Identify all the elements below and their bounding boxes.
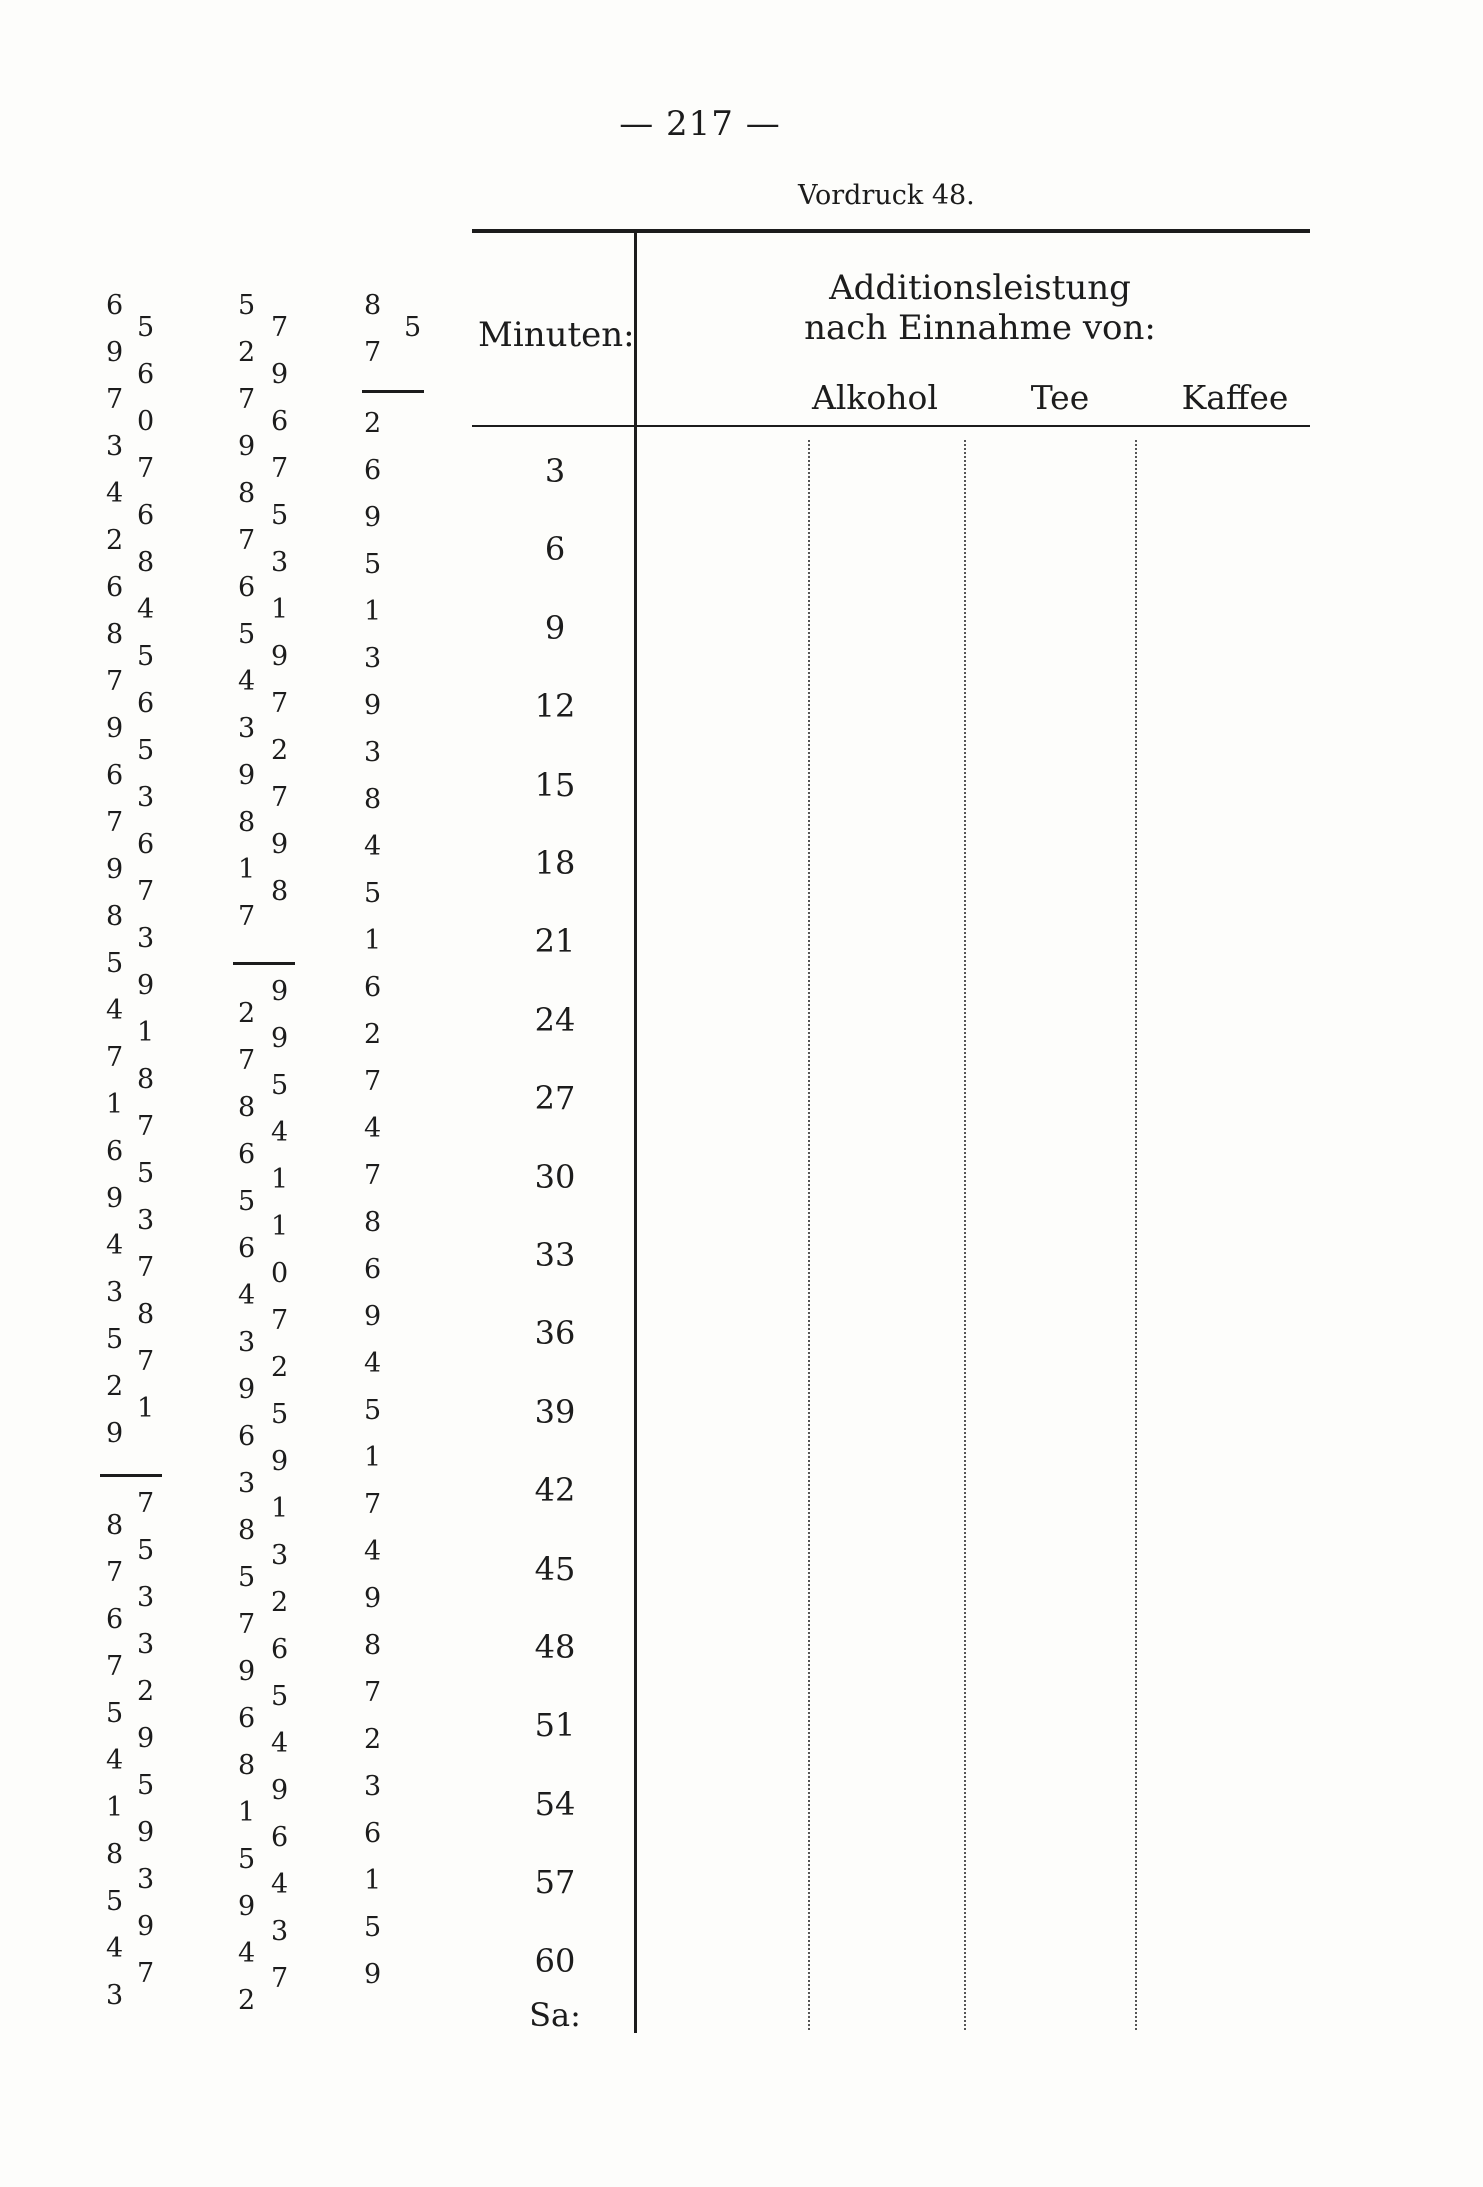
digit: 2 — [106, 1371, 124, 1402]
table-minutes-divider — [634, 233, 637, 2033]
digit: 3 — [137, 1582, 155, 1613]
digit: 2 — [271, 735, 289, 766]
digit: 7 — [137, 453, 155, 484]
digit: 8 — [106, 619, 124, 650]
minute-row-label: 15 — [534, 765, 576, 804]
digit: 3 — [137, 1205, 155, 1236]
digit: 9 — [137, 1817, 155, 1848]
digit: 1 — [106, 1792, 124, 1823]
digit: 7 — [271, 1963, 289, 1994]
digit: 4 — [271, 1117, 289, 1148]
minute-row-label: 57 — [534, 1863, 576, 1902]
digit: 3 — [364, 737, 382, 768]
digit: 7 — [238, 901, 256, 932]
digit: 9 — [364, 1583, 382, 1614]
digit: 5 — [271, 500, 289, 531]
digit: 0 — [271, 1258, 289, 1289]
digit: 9 — [238, 1891, 256, 1922]
digit: 4 — [106, 995, 124, 1026]
digit: 2 — [271, 1587, 289, 1618]
digit: 7 — [106, 807, 124, 838]
digit: 6 — [106, 760, 124, 791]
minute-row-label: 54 — [534, 1784, 576, 1823]
digit: 7 — [238, 1045, 256, 1076]
digit: 3 — [137, 1629, 155, 1660]
digit: 7 — [137, 1252, 155, 1283]
digit: 3 — [271, 547, 289, 578]
digit: 5 — [137, 1770, 155, 1801]
minute-row-label: 45 — [534, 1549, 576, 1588]
digit: 8 — [137, 547, 155, 578]
minute-row-label: 27 — [534, 1079, 576, 1118]
minute-row-label: 36 — [534, 1314, 576, 1353]
digit: 3 — [238, 713, 256, 744]
digit: 7 — [364, 337, 382, 368]
digit: 6 — [106, 1604, 124, 1635]
header-title-line2: nach Einnahme von: — [804, 308, 1156, 348]
digit: 7 — [364, 1677, 382, 1708]
digit: 6 — [271, 406, 289, 437]
digit: 6 — [364, 972, 382, 1003]
digit: 3 — [271, 1540, 289, 1571]
digit: 7 — [106, 1042, 124, 1073]
digit: 3 — [137, 923, 155, 954]
digit: 6 — [238, 1139, 256, 1170]
minute-row-label: 39 — [534, 1392, 576, 1431]
digit: 9 — [238, 431, 256, 462]
digit: 5 — [364, 878, 382, 909]
digit: 2 — [137, 1676, 155, 1707]
digit: 4 — [238, 666, 256, 697]
minute-row-label: 6 — [544, 530, 566, 569]
header-col-alkohol: Alkohol — [812, 378, 938, 417]
digit: 6 — [271, 1822, 289, 1853]
digit: 3 — [271, 1916, 289, 1947]
digit: 5 — [271, 1399, 289, 1430]
digit: 9 — [106, 337, 124, 368]
digit: 8 — [137, 1299, 155, 1330]
column-rule — [233, 962, 295, 965]
minute-row-label: 12 — [534, 687, 576, 726]
digit: 3 — [106, 431, 124, 462]
digit: 5 — [106, 1886, 124, 1917]
digit: 1 — [271, 1493, 289, 1524]
minute-row-label: 33 — [534, 1236, 576, 1274]
digit: 2 — [364, 1724, 382, 1755]
digit: 3 — [137, 782, 155, 813]
digit: 7 — [271, 1305, 289, 1336]
digit: 9 — [106, 713, 124, 744]
digit: 9 — [271, 641, 289, 672]
digit: 9 — [364, 690, 382, 721]
digit: 7 — [271, 453, 289, 484]
digit: 7 — [271, 312, 289, 343]
sum-label: Sa: — [529, 1996, 581, 2034]
digit: 6 — [238, 1421, 256, 1452]
digit: 1 — [238, 854, 256, 885]
digit: 5 — [137, 312, 155, 343]
digit: 4 — [364, 1348, 382, 1379]
digit: 5 — [271, 1070, 289, 1101]
digit: 1 — [364, 1865, 382, 1896]
digit: 9 — [106, 1183, 124, 1214]
digit: 1 — [238, 1797, 256, 1828]
digit: 8 — [364, 1207, 382, 1238]
digit: 6 — [238, 572, 256, 603]
digit: 5 — [238, 1844, 256, 1875]
digit: 2 — [271, 1352, 289, 1383]
digit: 7 — [364, 1160, 382, 1191]
digit: 9 — [271, 1446, 289, 1477]
digit: 5 — [137, 735, 155, 766]
digit: 8 — [364, 784, 382, 815]
digit: 8 — [364, 1630, 382, 1661]
digit: 8 — [238, 807, 256, 838]
digit: 2 — [238, 998, 256, 1029]
digit: 5 — [238, 290, 256, 321]
minute-row-label: 9 — [544, 608, 566, 647]
minute-row-label: 51 — [534, 1706, 576, 1745]
digit: 5 — [106, 1324, 124, 1355]
digit: 1 — [364, 925, 382, 956]
digit: 1 — [271, 1164, 289, 1195]
digit: 4 — [271, 1869, 289, 1900]
digit: 5 — [364, 1395, 382, 1426]
header-col-tee: Tee — [1030, 378, 1090, 417]
digit: 1 — [271, 594, 289, 625]
digit: 7 — [106, 384, 124, 415]
digit: 6 — [137, 500, 155, 531]
digit: 9 — [364, 1301, 382, 1332]
digit: 7 — [364, 1489, 382, 1520]
digit: 9 — [137, 970, 155, 1001]
digit: 8 — [271, 876, 289, 907]
digit: 2 — [238, 1985, 256, 2016]
digit: 8 — [238, 1750, 256, 1781]
digit: 3 — [106, 1277, 124, 1308]
digit: 5 — [106, 948, 124, 979]
digit: 6 — [137, 829, 155, 860]
digit: 1 — [271, 1211, 289, 1242]
header-title-line1: Additionsleistung — [829, 268, 1131, 308]
digit: 4 — [238, 1280, 256, 1311]
minute-row-label: 21 — [534, 922, 576, 961]
digit: 2 — [364, 408, 382, 439]
digit: 2 — [364, 1019, 382, 1050]
digit: 9 — [137, 1911, 155, 1942]
digit: 1 — [364, 1442, 382, 1473]
digit: 7 — [106, 1557, 124, 1588]
minute-row-label: 60 — [534, 1941, 576, 1980]
digit: 9 — [271, 1023, 289, 1054]
digit: 5 — [137, 1158, 155, 1189]
digit: 9 — [137, 1723, 155, 1754]
digit: 6 — [106, 1136, 124, 1167]
digit: 7 — [106, 1651, 124, 1682]
digit: 9 — [364, 502, 382, 533]
digit: 4 — [106, 1745, 124, 1776]
digit: 3 — [238, 1327, 256, 1358]
digit: 4 — [137, 594, 155, 625]
digit: 1 — [137, 1017, 155, 1048]
digit: 5 — [238, 1562, 256, 1593]
digit: 5 — [271, 1681, 289, 1712]
digit: 5 — [364, 1912, 382, 1943]
digit: 1 — [106, 1089, 124, 1120]
digit: 9 — [238, 1656, 256, 1687]
digit: 4 — [106, 1933, 124, 1964]
column-rule — [100, 1474, 162, 1477]
digit: 5 — [364, 549, 382, 580]
digit: 4 — [106, 478, 124, 509]
column-separator-1 — [808, 440, 810, 2030]
digit: 5 — [137, 641, 155, 672]
digit: 4 — [364, 1113, 382, 1144]
digit: 7 — [137, 1488, 155, 1519]
table-top-rule — [472, 229, 1310, 233]
digit: 3 — [364, 1771, 382, 1802]
column-separator-3 — [1135, 440, 1137, 2030]
digit: 7 — [137, 876, 155, 907]
form-label: Vordruck 48. — [798, 180, 975, 211]
digit: 4 — [364, 831, 382, 862]
minute-row-label: 3 — [544, 452, 566, 490]
digit: 4 — [271, 1728, 289, 1759]
minute-row-label: 42 — [534, 1471, 576, 1510]
digit: 6 — [137, 359, 155, 390]
digit: 9 — [364, 1959, 382, 1990]
minute-row-label: 24 — [534, 1000, 576, 1039]
digit: 9 — [106, 854, 124, 885]
digit: 3 — [106, 1980, 124, 2011]
digit: 6 — [364, 455, 382, 486]
digit: 6 — [106, 290, 124, 321]
digit: 7 — [137, 1111, 155, 1142]
digit: 6 — [364, 1818, 382, 1849]
digit: 6 — [137, 688, 155, 719]
digit: 2 — [238, 337, 256, 368]
minute-row-label: 30 — [534, 1157, 576, 1196]
digit: 9 — [271, 829, 289, 860]
digit: 3 — [364, 643, 382, 674]
digit: 8 — [364, 290, 382, 321]
digit: 1 — [364, 596, 382, 627]
digit: 4 — [238, 1938, 256, 1969]
column-separator-2 — [964, 440, 966, 2030]
digit: 7 — [106, 666, 124, 697]
digit: 9 — [271, 359, 289, 390]
digit: 8 — [106, 901, 124, 932]
digit: 5 — [106, 1698, 124, 1729]
digit: 0 — [137, 406, 155, 437]
digit: 5 — [137, 1535, 155, 1566]
digit: 3 — [238, 1468, 256, 1499]
digit: 8 — [106, 1510, 124, 1541]
digit: 1 — [137, 1393, 155, 1424]
digit: 8 — [106, 1839, 124, 1870]
digit: 7 — [137, 1958, 155, 1989]
digit: 7 — [271, 782, 289, 813]
page-number: — 217 — — [619, 104, 781, 144]
digit: 8 — [238, 1515, 256, 1546]
digit: 7 — [238, 525, 256, 556]
header-col-kaffee: Kaffee — [1181, 378, 1289, 417]
digit: 8 — [137, 1064, 155, 1095]
digit: 4 — [106, 1230, 124, 1261]
digit: 9 — [238, 760, 256, 791]
digit: 7 — [238, 1609, 256, 1640]
table-header-rule — [472, 425, 1310, 427]
digit: 2 — [106, 525, 124, 556]
digit: 5 — [238, 1186, 256, 1217]
digit: 7 — [137, 1346, 155, 1377]
header-minutes: Minuten: — [478, 315, 635, 355]
digit: 9 — [238, 1374, 256, 1405]
digit: 4 — [364, 1536, 382, 1567]
digit: 5 — [238, 619, 256, 650]
minute-row-label: 48 — [534, 1628, 576, 1666]
digit: 9 — [271, 1775, 289, 1806]
digit: 7 — [238, 384, 256, 415]
digit: 8 — [238, 478, 256, 509]
digit: 5 — [404, 312, 422, 343]
digit: 6 — [271, 1634, 289, 1665]
digit: 6 — [238, 1703, 256, 1734]
digit: 6 — [364, 1254, 382, 1285]
digit: 7 — [364, 1066, 382, 1097]
digit: 8 — [238, 1092, 256, 1123]
digit: 3 — [137, 1864, 155, 1895]
column-rule — [362, 390, 424, 393]
minute-row-label: 18 — [534, 844, 576, 882]
digit: 9 — [106, 1418, 124, 1449]
digit: 6 — [238, 1233, 256, 1264]
digit: 6 — [106, 572, 124, 603]
digit: 7 — [271, 688, 289, 719]
digit: 9 — [271, 976, 289, 1007]
